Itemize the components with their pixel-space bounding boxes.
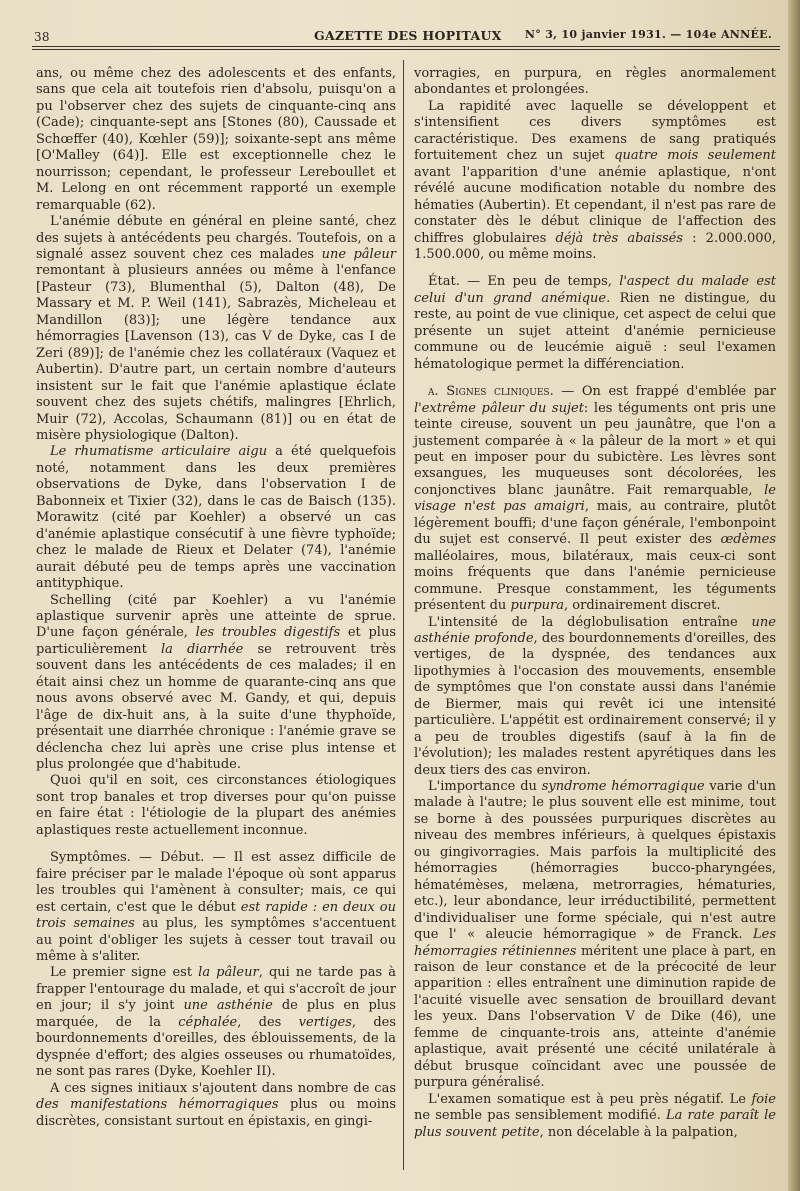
left-column — [36, 66, 396, 1130]
paragraph: L'intensité de la déglobulisation entraîne une asthénie profonde, des bourdonnements d'oreilles, des vertiges, de la dyspnée, des tendances aux lipothymies à l'occasion des mouvements, ensemble de symptômes que l'on constate aussi dans l'anémie de Biermer, mais qui revêt ici une intensité particulière. L'appétit est ordinairement conservé; il y a peu de troubles digestifs (sauf à la fin de l'évolution); les malades restent apyrétiques dans les deux tiers des cas environ. — [414, 614, 776, 778]
right-column — [414, 66, 776, 1141]
paragraph: vorragies, en purpura, en règles anormalement abondantes et prolongées. — [414, 66, 776, 98]
paragraph: Le rhumatisme articulaire aigu a été quelquefois noté, notamment dans les deux premières observations de Dyke, dans l'observation I de Babonneix et Tixier (32), dans le cas de Baisch (135). Morawitz (cité par Koehler) a observé un cas d'anémie aplastique consécutif à une fièvre typhoïde; chez le malade de Rieux et Delater (74), l'anémie aurait débuté peu de temps après une vaccination antityphique. — [36, 444, 396, 592]
page-edge — [788, 0, 800, 1191]
running-header — [28, 26, 778, 46]
column-divider — [403, 60, 404, 1170]
paragraph: L'importance du syndrome hémorragique varie d'un malade à l'autre; le plus souvent elle est minime, tout se borne à des poussées purpuriques discrètes au niveau des membres inférieurs, à quelques épistaxis ou gingivorragies. Mais parfois la multiplicité des hémorragies (hémorragies bucco-pharyngées, hématémèses, melæna, metrorragies, hématuries, etc.), leur abondance, leur irréductibilité, permettent d'individualiser une forme spéciale, qui n'est autre que l' « aleucie hémorragique » de Franck. Les hémorragies rétiniennes méritent une place à part, en raison de leur constance et de la précocité de leur apparition : elles entraînent une diminution rapide de l'acuité visuelle avec sensation de brouillard devant les yeux. Dans l'observation V de Dike (46), une femme de cinquante-trois ans, atteinte d'anémie aplastique, avait présenté une cécité unilatérale à début brusque coïncidant avec une poussée de purpura généralisé. — [414, 779, 777, 1091]
section-heading: Symptômes. — Début. — — [50, 850, 226, 866]
paragraph: Schelling (cité par Koehler) a vu l'anémie aplastique survenir après une atteinte de sprue. D'une façon générale, les troubles digestifs et plus particulièrement la diarrhée se retrouvent très souvent dans les antécédents de ces malades; il en était ainsi chez un homme de quarante-cinq ans que nous avons observé avec M. Gandy, et qui, depuis l'âge de dix-huit ans, à la suite d'une thyphoïde, présentait une diarrhée chronique : l'anémie grave se déclencha chez lui après une crise plus intense et plus prolongée que d'habitude. — [36, 592, 396, 773]
section-paragraph: État. — En peu de temps, l'aspect du malade est celui d'un grand anémique. Rien ne distingue, du reste, au point de vue clinique, cet aspect de celui que présente un sujet atteint d'anémie pernicieuse commune ou de leucémie aiguë : seul l'examen hématologique permet la différenciation. — [414, 274, 777, 372]
subsection-heading: a. Signes cliniques. — [428, 384, 554, 400]
header-rule — [32, 46, 780, 47]
section-paragraph: a. Signes cliniques. — On est frappé d'emblée par l'extrême pâleur du sujet: les téguments ont pris une teinte cireuse, souvent un peu jaunâtre, que l'on a justement comparée à « la pâleur de la mort » et qui peut en imposer pour du subictère. Les lèvres sont exsangues, les muqueuses sont décolorées, les conjonctives blanc jaunâtre. Fait remarquable, le visage n'est pas amaigri, mais, au contraire, plutôt légèrement bouffi; d'une façon générale, l'embonpoint du sujet est conservé. Il peut exister des œdèmes malléolaires, mous, bilatéraux, mais ceux-ci sont moins fréquents que dans l'anémie pernicieuse commune. Presque constamment, les téguments présentent du purpura, ordinairement discret. — [414, 384, 776, 614]
section-heading: État. — — [428, 274, 481, 290]
header-rule-double — [32, 49, 780, 50]
paragraph: La rapidité avec laquelle se développent et s'intensifient ces divers symptômes est caractéristique. Des examens de sang pratiqués fortuitement chez un sujet quatre mois seulement avant l'apparition d'une anémie aplastique, n'ont révélé aucune modification notable du nombre des hématies (Aubertin). Et cependant, il n'est pas rare de constater dès le début clinique de l'affection des chiffres globulaires déjà très abaissés : 2.000.000, 1.500.000, ou même moins. — [414, 98, 777, 262]
paragraph: Le premier signe est la pâleur, qui ne tarde pas à frapper l'entourage du malade, et qui s'accroît de jour en jour; il s'y joint une asthénie de plus en plus marquée, de la céphalée, des vertiges, des bourdonnements d'oreilles, des éblouissements, de la dyspnée d'effort; des algies osseuses ou rhumatoïdes, ne sont pas rares (Dyke, Koehler II). — [36, 965, 397, 1080]
journal-title: GAZETTE DES HOPITAUX — [314, 28, 502, 43]
paragraph: L'anémie débute en général en pleine santé, chez des sujets à antécédents peu chargés. Toutefois, on a signalé assez souvent chez ces malades une pâleur remontant à plusieurs années ou même à l'enfance [Pasteur (73), Blumenthal (5), Dalton (48), De Massary et M. P. Weil (141), Sabrazès, Micheleau et Mandillon (83)]; une légère tendance aux hémorragies [Lavenson (13), cas V de Dyke, cas I de Zeri (89)]; de l'anémie chez les collatéraux (Vaquez et Aubertin). D'autre part, un certain nombre d'auteurs insistent sur le fait que l'anémie aplastique éclate souvent chez des sujets chétifs, malingres [Ehrlich, Muir (72), Accolas, Schaumann (81)] ou en état de misère physiologique (Dalton). — [36, 214, 396, 443]
issue-info: N° 3, 10 janvier 1931. — 104e ANNÉE. — [524, 28, 772, 41]
section-paragraph: Symptômes. — Début. — Il est assez difficile de faire préciser par le malade l'époque où sont apparus les troubles qui l'amènent à consulter; mais, ce qui est certain, c'est que le début est rapide : en deux ou trois semaines au plus, les symptômes s'accentuent au point d'obliger les sujets à cesser tout travail ou même à s'aliter. — [36, 850, 397, 965]
page-number: 38 — [34, 30, 50, 44]
paragraph: A ces signes initiaux s'ajoutent dans nombre de cas des manifestations hémorragiques plus ou moins discrètes, consistant surtout en épistaxis, en gingi- — [36, 1080, 396, 1129]
paragraph: Quoi qu'il en soit, ces circonstances étiologiques sont trop banales et trop diverses pour qu'on puisse en faire état : l'étiologie de la plupart des anémies aplastiques reste actuellement inconnue. — [36, 773, 396, 838]
paragraph: ans, ou même chez des adolescents et des enfants, sans que cela ait toutefois rien d'absolu, puisqu'on a pu l'observer chez des sujets de cinquante-cinq ans (Cade); cinquante-sept ans [Stones (80), Caussade et Schœffer (40), Kœhler (59)]; soixante-sept ans même [O'Malley (64)]. Elle est exceptionnelle chez le nourrisson; cependant, le professeur Lereboullet et M. Lelong en ont récemment rapporté un exemple remarquable (62). — [36, 66, 396, 213]
paragraph: L'examen somatique est à peu près négatif. Le foie ne semble pas sensiblement modifié. La rate paraît le plus souvent petite, non décelable à la palpation, — [414, 1091, 776, 1140]
